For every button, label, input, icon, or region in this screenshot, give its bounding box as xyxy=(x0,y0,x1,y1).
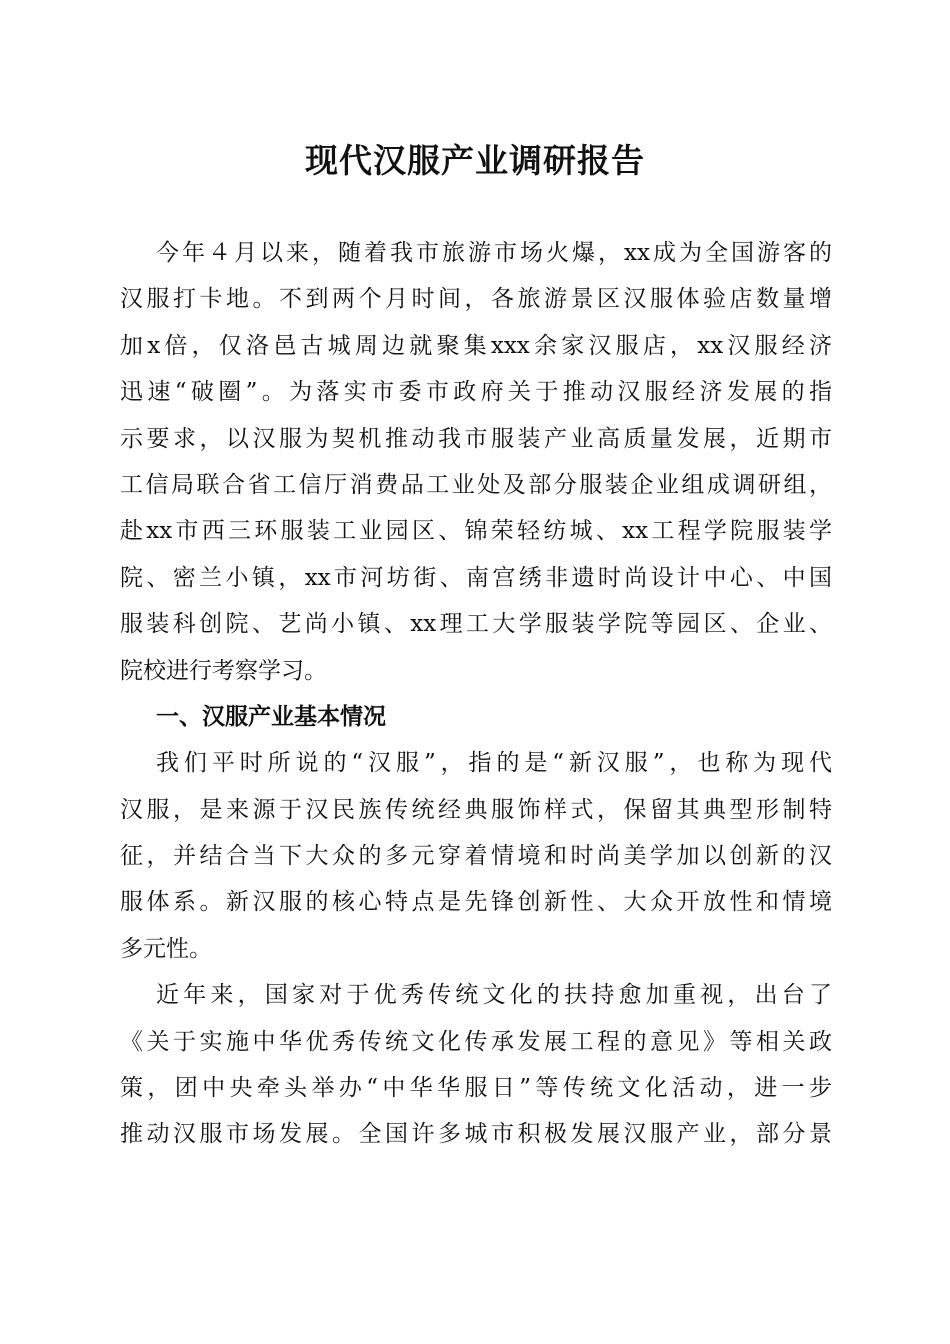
paragraph-line: 我们平时所说的“汉服”，指的是“新汉服”，也称为现代 xyxy=(156,750,832,777)
paragraph-line: 服体系。新汉服的核心特点是先锋创新性、大众开放性和情境 xyxy=(120,889,832,916)
paragraph-line: 征，并结合当下大众的多元穿着情境和时尚美学加以创新的汉 xyxy=(120,843,832,870)
paragraph-line: 加x倍，仅洛邑古城周边就聚集xxx余家汉服店，xx汉服经济 xyxy=(120,332,832,359)
paragraph-line: 院校进行考察学习。 xyxy=(120,657,327,684)
paragraph-line: 策，团中央牵头举办“中华华服日”等传统文化活动，进一步 xyxy=(120,1075,832,1102)
paragraph-line: 工信局联合省工信厅消费品工业处及部分服装企业组成调研组， xyxy=(120,471,832,498)
document-title: 现代汉服产业调研报告 xyxy=(305,141,645,180)
document-body xyxy=(120,230,832,1158)
paragraph-line: 院、密兰小镇，xx市河坊街、南宫绣非遗时尚设计中心、中国 xyxy=(120,564,832,591)
paragraph-line: 推动汉服市场发展。全国许多城市积极发展汉服产业，部分景 xyxy=(120,1121,832,1148)
paragraph-line: 示要求，以汉服为契机推动我市服装产业高质量发展，近期市 xyxy=(120,425,832,452)
paragraph-line: 汉服，是来源于汉民族传统经典服饰样式，保留其典型形制特 xyxy=(120,796,832,823)
paragraph-line: 服装科创院、艺尚小镇、xx理工大学服装学院等园区、企业、 xyxy=(120,611,832,638)
section-heading: 一、汉服产业基本情况 xyxy=(156,703,386,730)
paragraph-policy xyxy=(120,972,832,1158)
paragraph-line: 近年来，国家对于优秀传统文化的扶持愈加重视，出台了 xyxy=(156,982,832,1009)
paragraph-line: 汉服打卡地。不到两个月时间，各旅游景区汉服体验店数量增 xyxy=(120,286,832,313)
paragraph-line: 今年４月以来，随着我市旅游市场火爆，xx成为全国游客的 xyxy=(156,240,832,266)
paragraph-line: 《关于实施中华优秀传统文化传承发展工程的意见》等相关政 xyxy=(120,1028,832,1055)
paragraph-intro xyxy=(120,230,832,694)
paragraph-line: 多元性。 xyxy=(120,935,212,962)
paragraph-line: 迅速“破圈”。为落实市委市政府关于推动汉服经济发展的指 xyxy=(120,379,832,406)
paragraph-definition xyxy=(120,740,832,972)
paragraph-line: 赴xx市西三环服装工业园区、锦荣轻纺城、xx工程学院服装学 xyxy=(120,518,832,545)
